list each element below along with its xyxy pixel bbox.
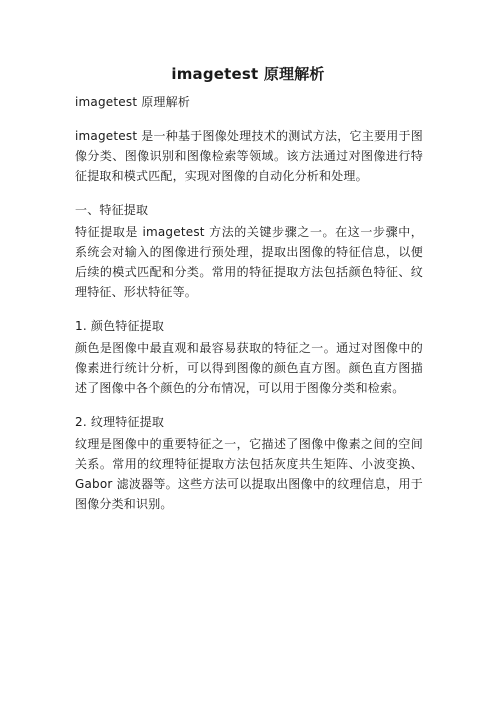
subsection-heading-texture-feature: 2. 纹理特征提取 [75, 415, 165, 429]
subsection-paragraph-texture-feature: 纹理是图像中的重要特征之一，它描述了图像中像素之间的空间关系。常用的纹理特征提取方法包括灰度共生矩阵、小波变换、Gabor 滤波器等。这些方法可以提取出图像中的纹理信息，用于图像分类和识别。 [75, 437, 423, 511]
section-heading-feature-extraction: 一、特征提取 [75, 203, 149, 217]
section-paragraph-feature-extraction: 特征提取是 imagetest 方法的关键步骤之一。在这一步骤中，系统会对输入的图像进行预处理，提取出图像的特征信息，以便后续的模式匹配和分类。常用的特征提取方法包括颜色特征、纹理特征、形状特征等。 [75, 225, 423, 299]
intro-paragraph: imagetest 是一种基于图像处理技术的测试方法，它主要用于图像分类、图像识别和图像检索等领域。该方法通过对图像进行特征提取和模式匹配，实现对图像的自动化分析和处理。 [75, 129, 423, 183]
subsection-heading-color-feature: 1. 颜色特征提取 [75, 319, 165, 333]
document-subtitle: imagetest 原理解析 [75, 95, 191, 109]
subsection-paragraph-color-feature: 颜色是图像中最直观和最容易获取的特征之一。通过对图像中的像素进行统计分析，可以得到图像的颜色直方图。颜色直方图描述了图像中各个颜色的分布情况，可以用于图像分类和检索。 [75, 341, 423, 395]
document-title: imagetest 原理解析 [171, 65, 325, 83]
document-body [75, 92, 423, 514]
